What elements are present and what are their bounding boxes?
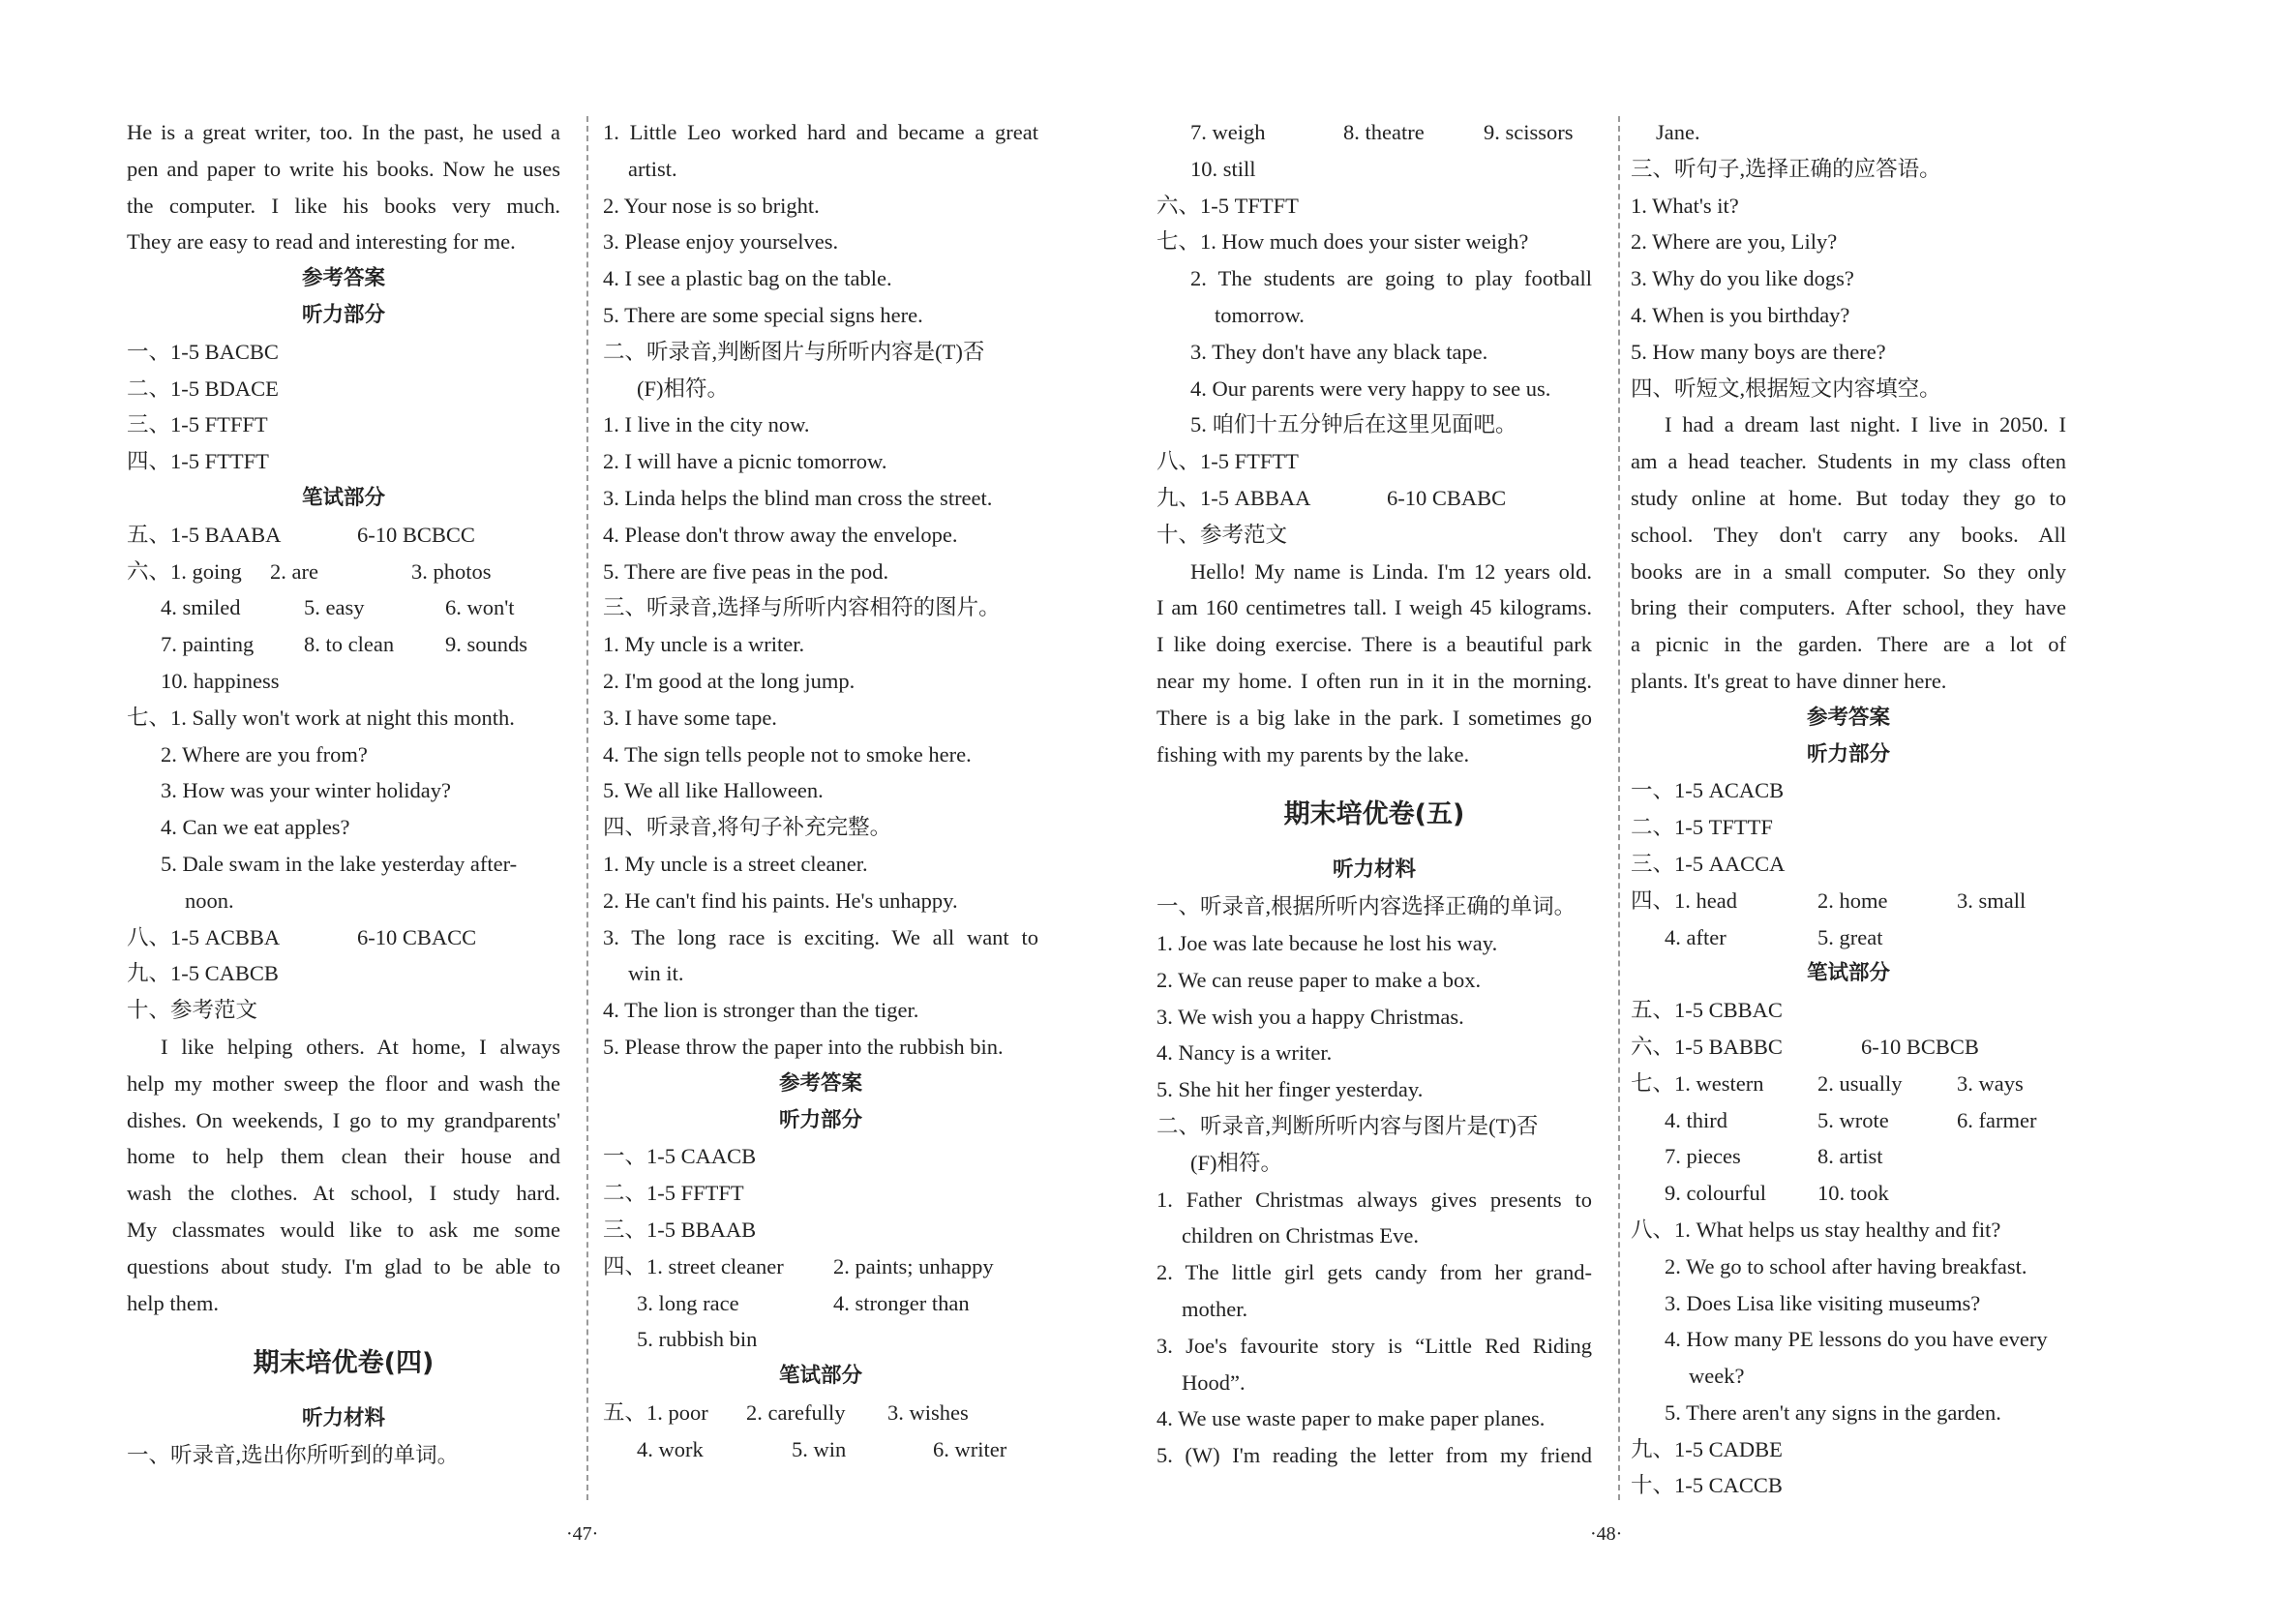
section-heading: 笔试部分 — [1806, 961, 1890, 986]
answer-line: 五、1-5 CBBAC — [1631, 998, 1783, 1023]
passage-line: I had a dream last night. I live in 2050. I — [1665, 412, 2066, 437]
answer-item: 6-10 CBACC — [357, 924, 477, 949]
question-line: 1. Little Leo worked hard and became a great — [603, 120, 1038, 144]
answer-line: 3. They don't have any black tape. — [1190, 339, 1488, 364]
answer-item: 七、1. western — [1631, 1070, 1764, 1096]
passage-line: plants. It's great to have dinner here. — [1631, 668, 1947, 693]
answer-item: 9. scissors — [1484, 120, 1574, 144]
answer-item: 7. painting — [161, 632, 255, 657]
column-4 — [1631, 114, 2066, 1504]
question-line: 2. Where are you, Lily? — [1631, 229, 1838, 255]
question-line: 4. When is you birthday? — [1631, 302, 1850, 327]
question-line: 4. Please don't throw away the envelope. — [603, 522, 958, 547]
section-heading: 参考答案 — [1806, 705, 1890, 730]
answer-line — [1631, 883, 2066, 919]
question-line: 3. Why do you like dogs? — [1631, 266, 1854, 291]
essay-line: wash the clothes. At school, I study hard. — [127, 1181, 560, 1206]
section-heading: 参考答案 — [301, 266, 385, 291]
column-1 — [127, 114, 560, 1474]
passage-line: books are in a small computer. So they only — [1631, 558, 2066, 584]
passage-line: am a head teacher. Students in my class often — [1631, 449, 2066, 474]
answer-line — [1631, 1138, 2066, 1175]
question-line: 3. We wish you a happy Christmas. — [1156, 1004, 1464, 1029]
question-line: win it. — [628, 961, 684, 986]
question-line: 4. Nancy is a writer. — [1156, 1040, 1333, 1066]
answer-item: 4. smiled — [161, 595, 241, 620]
answer-line: 二、1-5 BDACE — [127, 376, 279, 401]
answer-line — [603, 1395, 1038, 1431]
answer-item: 五、1-5 BAABA — [127, 522, 282, 547]
essay-line: Hello! My name is Linda. I'm 12 years old. — [1190, 558, 1592, 584]
question-line: 4. The lion is stronger than the tiger. — [603, 998, 919, 1023]
answer-item: 3. long race — [637, 1290, 739, 1315]
answer-line — [1631, 1066, 2066, 1102]
answer-item: 6-10 BCBCB — [1861, 1034, 1979, 1059]
answer-item: 五、1. poor — [603, 1399, 708, 1425]
exam-title: 期末培优卷(四) — [253, 1348, 435, 1379]
essay-line: near my home. I often run in it in the morning. — [1156, 668, 1592, 693]
question-line: Jane. — [1656, 120, 1700, 144]
section-heading: 听力部分 — [778, 1107, 862, 1132]
answer-line — [1631, 919, 2066, 956]
answer-item: 4. work — [637, 1436, 704, 1461]
answer-line — [127, 554, 560, 590]
answer-item: 2. paints; unhappy — [833, 1253, 994, 1278]
answer-item: 6. farmer — [1957, 1107, 2037, 1132]
answer-item: 8. to clean — [304, 632, 395, 657]
answer-line: 十、1-5 CACCB — [1631, 1473, 1783, 1498]
answer-line: 5. rubbish bin — [637, 1327, 758, 1352]
question-line: 4. The sign tells people not to smoke here. — [603, 741, 972, 767]
answer-line: 十、参考范文 — [127, 998, 258, 1023]
question-line: 4. We use waste paper to make paper planes. — [1156, 1406, 1546, 1431]
section-heading: 笔试部分 — [778, 1364, 862, 1389]
answer-item: 2. carefully — [746, 1399, 846, 1425]
answer-line: 4. Can we eat apples? — [161, 815, 350, 840]
question-line: artist. — [628, 156, 677, 181]
essay-line: dishes. On weekends, I go to my grandparents' — [127, 1107, 560, 1132]
question-line: 5. She hit her finger yesterday. — [1156, 1077, 1424, 1102]
essay-line: help my mother sweep the floor and wash the — [127, 1070, 560, 1096]
question-line: 1. What's it? — [1631, 193, 1739, 218]
question-line: 5. There are five peas in the pod. — [603, 558, 889, 584]
answer-item: 8. artist — [1817, 1144, 1883, 1169]
answer-item: 5. great — [1817, 924, 1883, 949]
instruction-line: 四、听录音,将句子补充完整。 — [603, 815, 892, 840]
essay-line: My classmates would like to ask me some — [127, 1217, 560, 1242]
passage-line: study online at home. But today they go to — [1631, 485, 2066, 510]
instruction-line: 二、听录音,判断图片与所听内容是(T)否 — [603, 339, 985, 364]
answer-line: 二、1-5 FFTFT — [603, 1181, 744, 1206]
answer-line — [1156, 114, 1592, 151]
answer-item: 六、1. going — [127, 558, 242, 584]
instruction-line: 三、听录音,选择与所听内容相符的图片。 — [603, 595, 1001, 620]
question-line: 5. There are some special signs here. — [603, 302, 923, 327]
essay-line: I am 160 centimetres tall. I weigh 45 kilograms. — [1156, 595, 1592, 620]
section-heading: 参考答案 — [778, 1070, 862, 1096]
answer-item: 3. ways — [1957, 1070, 2024, 1096]
question-line: mother. — [1182, 1296, 1248, 1321]
question-line: 1. I live in the city now. — [603, 412, 810, 437]
question-line: 2. I will have a picnic tomorrow. — [603, 449, 887, 474]
section-heading: 笔试部分 — [301, 485, 385, 510]
question-line: 5. How many boys are there? — [1631, 339, 1886, 364]
text-line: pen and paper to write his books. Now he uses — [127, 156, 560, 181]
answer-line: 七、1. How much does your sister weigh? — [1156, 229, 1529, 255]
answer-item: 10. took — [1817, 1181, 1889, 1206]
answer-line: 2. Where are you from? — [161, 741, 368, 767]
answer-item: 6-10 BCBCC — [357, 522, 475, 547]
answer-item: 八、1-5 ACBBA — [127, 924, 281, 949]
instruction-line: 三、听句子,选择正确的应答语。 — [1631, 156, 1941, 181]
answer-item: 3. photos — [411, 558, 492, 584]
answer-line: week? — [1689, 1364, 1745, 1389]
answer-line: 4. Our parents were very happy to see us. — [1190, 376, 1551, 401]
answer-line: 六、1-5 TFTFT — [1156, 193, 1299, 218]
question-line: 3. Please enjoy yourselves. — [603, 229, 839, 255]
answer-item: 5. win — [792, 1436, 847, 1461]
answer-line: 4. How many PE lessons do you have every — [1665, 1327, 2048, 1352]
column-2 — [603, 114, 1038, 1467]
answer-item: 9. sounds — [445, 632, 528, 657]
answer-line: 一、1-5 CAACB — [603, 1144, 757, 1169]
answer-line: 三、1-5 BBAAB — [603, 1217, 757, 1242]
question-line: 1. Joe was late because he lost his way. — [1156, 930, 1498, 955]
answer-line: 八、1-5 FTFTT — [1156, 449, 1299, 474]
instruction-line: 一、听录音,根据所听内容选择正确的单词。 — [1156, 894, 1576, 919]
answer-item: 5. easy — [304, 595, 365, 620]
answer-line: 三、1-5 AACCA — [1631, 851, 1786, 876]
question-line: 4. I see a plastic bag on the table. — [603, 266, 892, 291]
answer-line: 一、1-5 BACBC — [127, 339, 279, 364]
question-line: 3. The long race is exciting. We all want to — [603, 924, 1038, 949]
answer-line: 三、1-5 FTFFT — [127, 412, 268, 437]
text-line: He is a great writer, too. In the past, he used a — [127, 120, 560, 144]
question-line: 2. I'm good at the long jump. — [603, 668, 856, 693]
answer-item: 3. wishes — [887, 1399, 969, 1425]
answer-item: 四、1. head — [1631, 887, 1737, 913]
essay-line: I like helping others. At home, I always — [161, 1034, 560, 1059]
question-line: 5. (W) I'm reading the letter from my friend — [1156, 1443, 1592, 1468]
answer-item: 9. colourful — [1665, 1181, 1766, 1206]
question-line: 5. Please throw the paper into the rubbish bin. — [603, 1034, 1004, 1059]
question-line: children on Christmas Eve. — [1182, 1223, 1419, 1248]
answer-item: 8. theatre — [1343, 120, 1425, 144]
answer-line — [603, 1285, 1038, 1322]
answer-line: 10. happiness — [161, 668, 280, 693]
essay-line: home to help them clean their house and — [127, 1144, 560, 1169]
answer-line: 3. How was your winter holiday? — [161, 778, 451, 803]
answer-line — [127, 517, 560, 554]
question-line: 3. I have some tape. — [603, 705, 777, 730]
answer-item: 四、1. street cleaner — [603, 1253, 784, 1278]
question-line: 2. He can't find his paints. He's unhappy. — [603, 887, 958, 913]
answer-item: 6. writer — [933, 1436, 1007, 1461]
answer-item: 4. stronger than — [833, 1290, 970, 1315]
answer-item: 2. are — [270, 558, 318, 584]
answer-item: 六、1-5 BABBC — [1631, 1034, 1783, 1059]
question-line: 3. Joe's favourite story is “Little Red Riding — [1156, 1333, 1592, 1358]
answer-line: 九、1-5 CADBE — [1631, 1436, 1783, 1461]
spacer — [127, 1383, 560, 1400]
answer-line: noon. — [185, 887, 234, 913]
answer-line: 10. still — [1190, 156, 1256, 181]
question-line: 2. We can reuse paper to make a box. — [1156, 967, 1482, 992]
answer-line — [1631, 1029, 2066, 1066]
answer-line — [127, 919, 560, 956]
passage-line: school. They don't carry any books. All — [1631, 522, 2066, 547]
column-divider — [1618, 116, 1620, 1500]
essay-line: There is a big lake in the park. I sometimes go — [1156, 705, 1592, 730]
essay-line: I like doing exercise. There is a beautiful park — [1156, 632, 1592, 657]
question-line: 2. Your nose is so bright. — [603, 193, 820, 218]
question-line: 3. Linda helps the blind man cross the street. — [603, 485, 993, 510]
answer-line: 八、1. What helps us stay healthy and fit? — [1631, 1217, 2001, 1242]
answer-line — [1631, 1102, 2066, 1139]
passage-line: bring their computers. After school, they have — [1631, 595, 2066, 620]
page-number: ·48· — [1590, 1523, 1623, 1545]
question-line: Hood”. — [1182, 1369, 1246, 1395]
answer-line: 二、1-5 TFTTF — [1631, 815, 1773, 840]
column-3 — [1156, 114, 1592, 1474]
answer-line: 十、参考范文 — [1156, 522, 1288, 547]
answer-line: 5. Dale swam in the lake yesterday after- — [161, 851, 518, 876]
question-line: 1. My uncle is a street cleaner. — [603, 851, 868, 876]
page-number: ·47· — [566, 1523, 599, 1545]
column-divider — [586, 116, 588, 1500]
answer-item: 6. won't — [445, 595, 515, 620]
answer-line: 四、1-5 FTTFT — [127, 449, 269, 474]
answer-line: 2. The students are going to play football — [1190, 266, 1592, 291]
section-heading: 听力部分 — [1806, 741, 1890, 767]
answer-line: 5. There aren't any signs in the garden. — [1665, 1399, 2001, 1425]
answer-item: 4. after — [1665, 924, 1727, 949]
answer-line: 2. We go to school after having breakfast. — [1665, 1253, 2027, 1278]
answer-line: 3. Does Lisa like visiting museums? — [1665, 1290, 1981, 1315]
answer-line — [1156, 480, 1592, 517]
answer-item: 6-10 CBABC — [1387, 485, 1507, 510]
answer-line — [127, 626, 560, 663]
question-line: 2. The little girl gets candy from her grand- — [1156, 1260, 1592, 1285]
answer-item: 4. third — [1665, 1107, 1727, 1132]
essay-line: questions about study. I'm glad to be able to — [127, 1253, 560, 1278]
instruction-line: (F)相符。 — [1190, 1150, 1282, 1175]
spacer — [1156, 772, 1592, 796]
text-line: They are easy to read and interesting for me. — [127, 229, 516, 255]
essay-line: fishing with my parents by the lake. — [1156, 741, 1470, 767]
question-line: 5. We all like Halloween. — [603, 778, 824, 803]
answer-line: 九、1-5 CABCB — [127, 961, 279, 986]
answer-item: 7. weigh — [1190, 120, 1266, 144]
passage-line: a picnic in the garden. There are a lot of — [1631, 632, 2066, 657]
question-line: 1. My uncle is a writer. — [603, 632, 805, 657]
question-line: 1. Father Christmas always gives presents to — [1156, 1187, 1592, 1212]
section-heading: 听力部分 — [301, 302, 385, 327]
instruction-line: 四、听短文,根据短文内容填空。 — [1631, 376, 1941, 401]
answer-line: 一、1-5 ACACB — [1631, 778, 1785, 803]
instruction-line: 二、听录音,判断所听内容与图片是(T)否 — [1156, 1113, 1539, 1138]
answer-item: 3. small — [1957, 887, 2027, 913]
section-heading: 听力材料 — [1332, 857, 1416, 883]
answer-line — [127, 589, 560, 626]
answer-line: 5. 咱们十五分钟后在这里见面吧。 — [1190, 412, 1517, 437]
essay-line: help them. — [127, 1290, 219, 1315]
answer-line — [603, 1431, 1038, 1468]
exam-title: 期末培优卷(五) — [1283, 799, 1465, 830]
answer-item: 7. pieces — [1665, 1144, 1741, 1169]
answer-item: 九、1-5 ABBAA — [1156, 485, 1311, 510]
question-line: 一、听录音,选出你所听到的单词。 — [127, 1443, 460, 1468]
answer-line: tomorrow. — [1215, 302, 1305, 327]
answer-item: 2. home — [1817, 887, 1888, 913]
spacer — [127, 1321, 560, 1344]
answer-item: 5. wrote — [1817, 1107, 1889, 1132]
instruction-line: (F)相符。 — [637, 376, 729, 401]
answer-line: 七、1. Sally won't work at night this month. — [127, 705, 515, 730]
answer-line — [1631, 1175, 2066, 1212]
text-line: the computer. I like his books very much. — [127, 193, 560, 218]
spacer — [1156, 834, 1592, 852]
answer-line — [603, 1248, 1038, 1285]
section-heading: 听力材料 — [301, 1406, 385, 1431]
answer-item: 2. usually — [1817, 1070, 1903, 1096]
